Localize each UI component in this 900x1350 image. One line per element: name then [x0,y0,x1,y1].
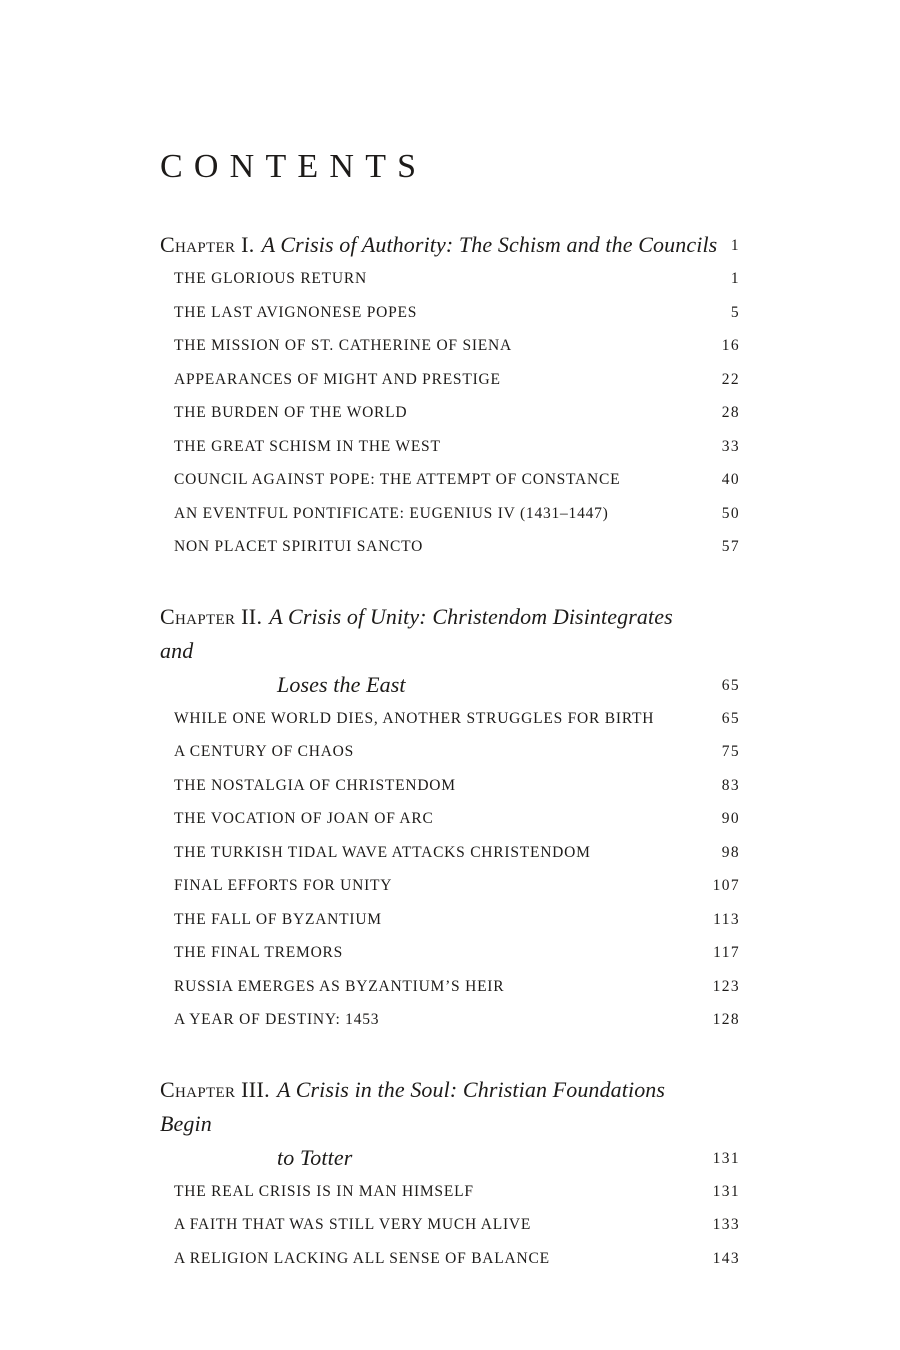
toc-entry-title: THE NOSTALGIA OF CHRISTENDOM [174,776,456,794]
toc-entry-title: WHILE ONE WORLD DIES, ANOTHER STRUGGLES FOR BIRTH [174,709,655,727]
toc-entry [160,970,740,1004]
toc-entry-title: COUNCIL AGAINST POPE: THE ATTEMPT OF CONSTANCE [174,471,621,488]
toc-entry-page-number: 40 [721,471,740,488]
toc-entry-title: RUSSIA EMERGES AS BYZANTIUM’S HEIR [174,977,505,995]
toc-entry-page-number: 22 [721,370,740,388]
toc-entry-page-number: 16 [721,337,740,354]
toc-entry-title: APPEARANCES OF MIGHT AND PRESTIGE [174,370,501,388]
toc-entry [160,530,740,564]
toc-entry-page-number: 117 [713,944,740,961]
toc-entry-title: THE GLORIOUS RETURN [174,270,367,287]
toc-entry-title: THE MISSION OF ST. CATHERINE OF SIENA [174,337,512,354]
chapter-entries [160,1175,740,1276]
toc-entry-page-number: 113 [713,910,740,928]
toc-entry-page-number: 33 [721,437,740,455]
toc-entry-page-number: 50 [721,504,740,522]
toc-entry [160,363,740,397]
toc-entry [160,1175,740,1209]
chapter-section [160,600,740,1037]
toc-entry-title: A YEAR OF DESTINY: 1453 [174,1011,380,1028]
toc-entry-title: THE FINAL TREMORS [174,944,344,961]
toc-entry-page-number: 83 [721,776,740,794]
chapter-label: Chapter II. [160,603,263,629]
chapter-entries [160,702,740,1037]
chapter-page-number: 1 [730,237,740,254]
toc-entry-title: THE FALL OF BYZANTIUM [174,910,382,928]
toc-entry-title: THE REAL CRISIS IS IN MAN HIMSELF [174,1182,474,1200]
toc-entry [160,735,740,769]
toc-entry-title: THE GREAT SCHISM IN THE WEST [174,437,441,455]
chapter-heading [160,1073,740,1175]
toc-entry-page-number: 1 [730,270,740,287]
chapter-title-continuation [160,1141,701,1175]
toc-entry-page-number: 143 [712,1249,740,1267]
toc-entry-page-number: 65 [721,709,740,727]
toc-entry-page-number: 90 [721,810,740,827]
toc-entry [160,1208,740,1242]
toc-entry [160,1003,740,1037]
chapter-title: A Crisis in the Soul: Christian Foundations Begin [160,1076,666,1136]
toc-entry-title: NON PLACET SPIRITUI SANCTO [174,538,424,555]
chapter-heading-text [160,228,719,262]
chapter-label: Chapter I. [160,232,255,257]
toc-entry-title: A RELIGION LACKING ALL SENSE OF BALANCE [174,1249,550,1267]
toc-entry [160,869,740,903]
toc-entry [160,329,740,363]
toc-entry [160,903,740,937]
toc-entry-title: A FAITH THAT WAS STILL VERY MUCH ALIVE [174,1216,532,1233]
toc-entry-title: FINAL EFFORTS FOR UNITY [174,877,393,894]
chapter-title: A Crisis of Unity: Christendom Disintegrates and [160,603,673,663]
toc-entry [160,262,740,296]
toc-entry-page-number: 75 [721,743,740,760]
chapter-title: Loses the East [277,671,406,697]
chapter-entries [160,262,740,564]
toc-entry-page-number: 28 [721,404,740,421]
toc-entry-page-number: 128 [712,1011,740,1028]
toc-entry [160,769,740,803]
toc-entry-title: THE BURDEN OF THE WORLD [174,404,408,421]
chapter-section [160,228,740,564]
chapter-heading-text [160,600,710,702]
toc-entry [160,702,740,736]
toc-entry [160,497,740,531]
toc-entry [160,296,740,330]
toc-entry-title: AN EVENTFUL PONTIFICATE: EUGENIUS IV (1431–1447) [174,504,609,522]
toc-entry [160,936,740,970]
page-title: CONTENTS [160,148,428,185]
toc-entry-page-number: 107 [712,877,740,894]
toc-entry-page-number: 123 [712,977,740,995]
toc-entry-title: A CENTURY OF CHAOS [174,743,355,760]
toc-entry [160,836,740,870]
toc-entry [160,463,740,497]
toc-entry-page-number: 5 [730,303,740,321]
toc-entry-title: THE TURKISH TIDAL WAVE ATTACKS CHRISTENDOM [174,843,591,861]
toc-entry [160,396,740,430]
toc-entry-page-number: 131 [712,1182,740,1200]
chapter-list [160,228,740,1275]
toc-entry [160,430,740,464]
toc-entry [160,1242,740,1276]
chapter-title: A Crisis of Authority: The Schism and the Councils [261,232,718,257]
toc-entry-page-number: 133 [712,1216,740,1233]
chapter-label: Chapter III. [160,1076,270,1102]
chapter-page-number: 65 [721,676,740,694]
toc-entry [160,802,740,836]
chapter-page-number: 131 [712,1149,740,1167]
chapter-heading [160,228,740,262]
chapter-title: to Totter [277,1144,353,1170]
toc-entry-page-number: 57 [721,538,740,555]
chapter-heading [160,600,740,702]
toc-entry-title: THE VOCATION OF JOAN OF ARC [174,810,434,827]
toc-entry-title: THE LAST AVIGNONESE POPES [174,303,418,321]
chapter-section [160,1073,740,1276]
chapter-title-continuation [160,668,710,702]
toc-entry-page-number: 98 [721,843,740,861]
chapter-heading-text [160,1073,701,1175]
